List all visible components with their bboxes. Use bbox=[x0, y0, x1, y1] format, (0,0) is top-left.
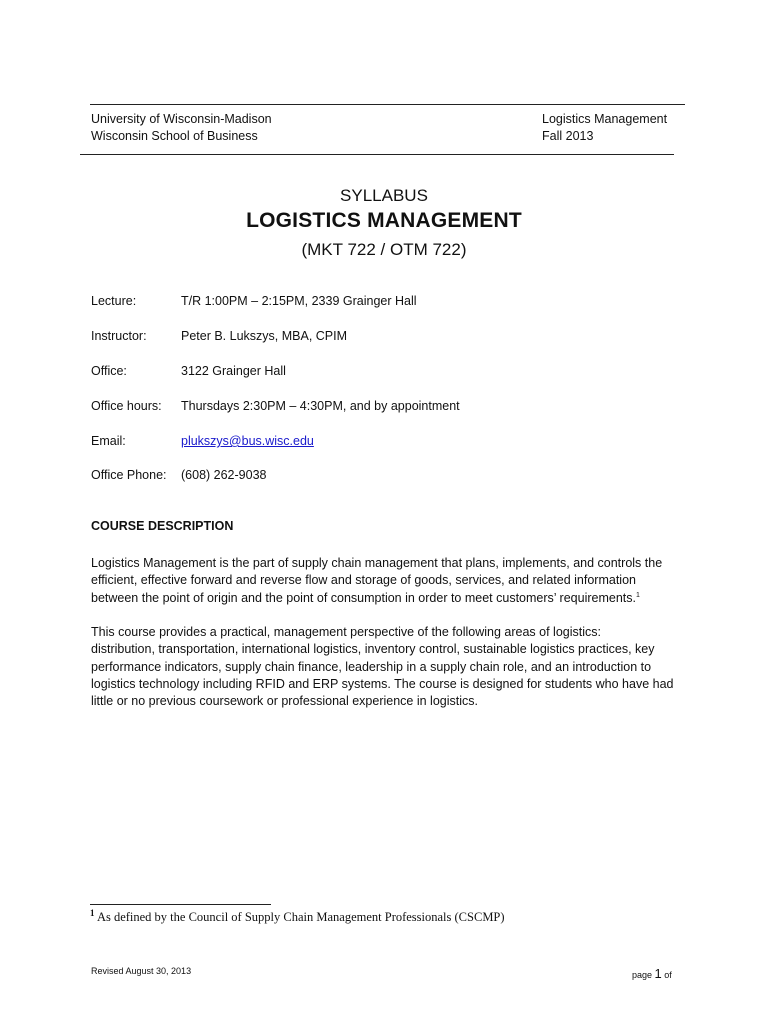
of-word: of bbox=[664, 970, 672, 980]
course-codes: (MKT 722 / OTM 722) bbox=[301, 240, 467, 259]
instructor-label: Instructor: bbox=[91, 329, 147, 343]
footnote-number: 1 bbox=[90, 908, 95, 918]
section-heading-course-description: COURSE DESCRIPTION bbox=[91, 519, 234, 533]
footnote-reference: 1 bbox=[635, 591, 640, 599]
phone-value: (608) 262-9038 bbox=[181, 468, 267, 482]
footnote-text: As defined by the Council of Supply Chain Management Professionals (CSCMP) bbox=[96, 910, 505, 925]
page-number: 1 bbox=[654, 966, 662, 981]
office-hours-value: Thursdays 2:30PM – 4:30PM, and by appointment bbox=[181, 399, 460, 413]
paragraph-line: This course provides a practical, management perspective of the following areas of logistics: bbox=[91, 625, 601, 639]
paragraph-line-text: between the point of origin and the point of consumption in order to meet customers’ requirements. bbox=[91, 590, 636, 605]
page-word: page bbox=[632, 970, 653, 980]
email-link[interactable]: plukszys@bus.wisc.edu bbox=[181, 434, 314, 448]
phone-label: Office Phone: bbox=[91, 468, 167, 482]
paragraph-line: little or no previous coursework or professional experience in logistics. bbox=[91, 694, 478, 709]
footnote bbox=[90, 908, 505, 925]
course-description-paragraph-2 bbox=[91, 624, 691, 710]
revised-date: Revised August 30, 2013 bbox=[91, 966, 192, 976]
lecture-label: Lecture: bbox=[91, 294, 137, 308]
email-label: Email: bbox=[91, 434, 126, 448]
paragraph-line: efficient, effective forward and reverse flow and storage of goods, services, and related information bbox=[91, 573, 636, 588]
instructor-value: Peter B. Lukszys, MBA, CPIM bbox=[181, 329, 348, 343]
syllabus-kicker: SYLLABUS bbox=[340, 186, 428, 205]
paragraph-line: distribution, transportation, international logistics, inventory control, sustainable logistics practices, key bbox=[91, 642, 655, 657]
footnote-separator bbox=[90, 904, 271, 905]
paragraph-line: Logistics Management is the part of supply chain management that plans, implements, and controls the bbox=[91, 556, 663, 570]
page-indicator bbox=[632, 966, 672, 981]
course-name-header: Logistics Management bbox=[542, 112, 668, 126]
paragraph-line bbox=[91, 590, 691, 607]
office-label: Office: bbox=[91, 364, 127, 378]
office-value: 3122 Grainger Hall bbox=[181, 364, 286, 378]
page-title: LOGISTICS MANAGEMENT bbox=[246, 209, 522, 232]
term-header: Fall 2013 bbox=[542, 129, 594, 143]
header-bottom-rule bbox=[80, 154, 674, 155]
university-name: University of Wisconsin-Madison bbox=[91, 112, 272, 126]
lecture-value: T/R 1:00PM – 2:15PM, 2339 Grainger Hall bbox=[181, 294, 417, 308]
course-description-paragraph-1 bbox=[91, 555, 691, 607]
header-right bbox=[542, 111, 667, 145]
office-hours-label: Office hours: bbox=[91, 399, 162, 413]
header-left bbox=[91, 111, 272, 145]
paragraph-line: logistics technology including RFID and ERP systems. The course is designed for students who have had bbox=[91, 676, 674, 691]
school-name: Wisconsin School of Business bbox=[91, 129, 258, 143]
paragraph-line: performance indicators, supply chain finance, leadership in a supply chain role, and an introduction to bbox=[91, 659, 652, 674]
header-top-rule bbox=[90, 104, 685, 105]
